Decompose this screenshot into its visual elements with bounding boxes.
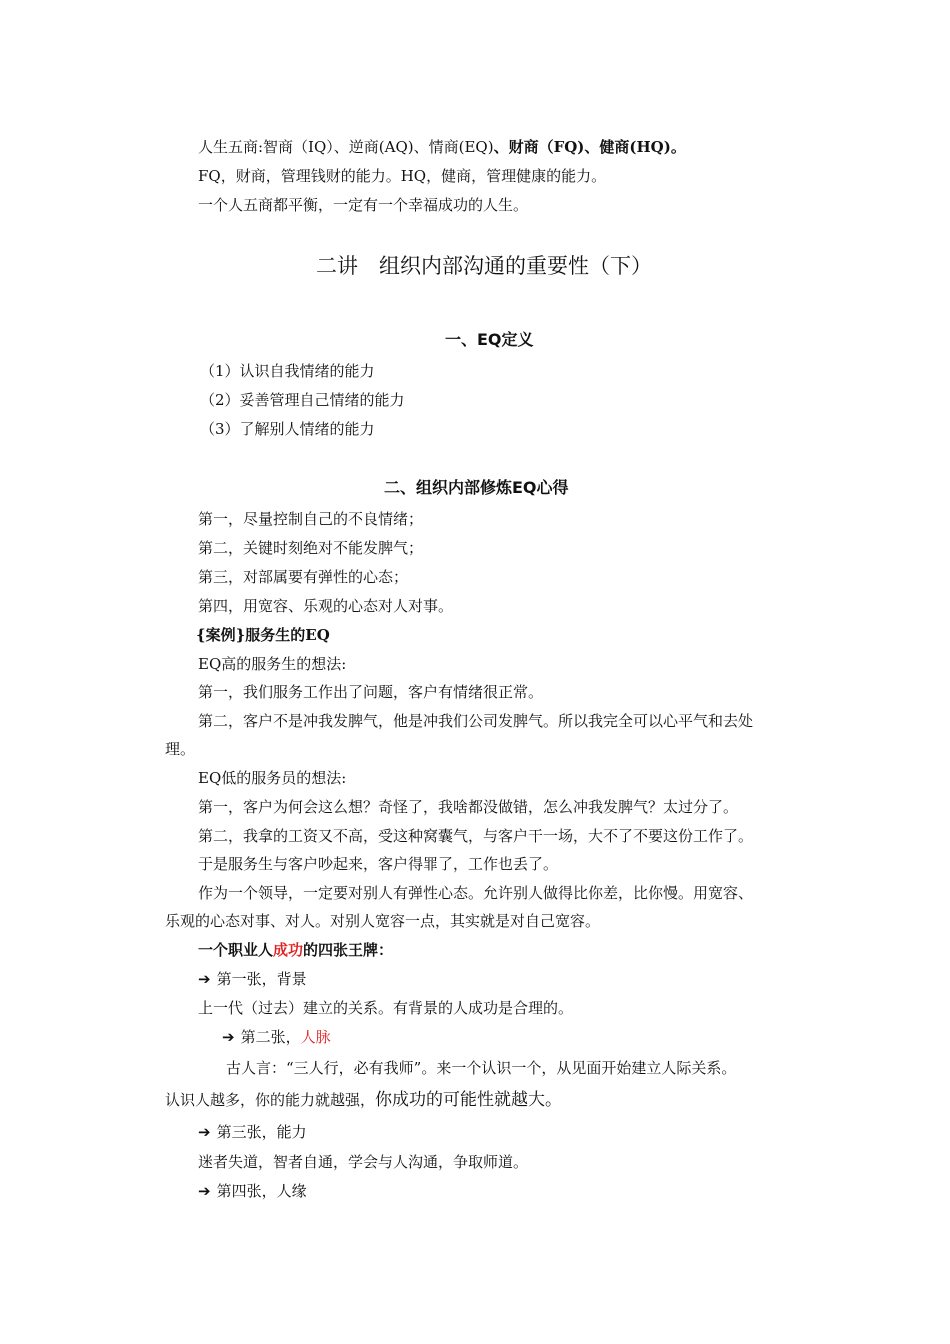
network-highlight: 人脉 [300,1028,331,1046]
intro-line-1 [198,137,686,157]
lecture-title: 二讲 组织内部沟通的重要性（下） [316,254,652,278]
card-2-description: 古人言：“三人行，必有我师”。来一个认识一个，从见面开始建立人际关系。 [226,1059,737,1077]
eq-point: 第一，尽量控制自己的不良情绪； [198,510,424,528]
high-eq-thought-2: 第二，客户不是冲我发脾气，他是冲我们公司发脾气。所以我完全可以心平气和去处 [198,712,754,730]
eq-point: 第二，关键时刻绝对不能发脾气； [198,539,424,557]
arrow-right-icon: ➔ [198,1182,211,1200]
low-eq-label: EQ低的服务员的想法: [198,769,347,787]
case-title: {案例}服务生的EQ [196,626,330,644]
low-eq-thought-1: 第一，客户为何会这么想？奇怪了，我啥都没做错，怎么冲我发脾气？太过分了。 [198,798,739,816]
intro-five-quotients: 人生五商:智商（IQ）、逆商(AQ)、情商(EQ) [198,138,494,156]
card-2: ➔ 第二张，人脉 [222,1028,331,1046]
intro-five-quotients-bold: 、财商（FQ)、健商(HQ)。 [493,138,686,156]
card-3-description: 迷者失道，智者自通，学会与人沟通，争取师道。 [198,1153,529,1171]
success-highlight: 成功 [273,941,304,959]
definition-item: （1）认识自我情绪的能力 [200,362,375,380]
card-2-description-cont: 认识人越多，你的能力就越强，你成功的可能性就越大。 [165,1090,563,1110]
card-1: ➔ 第一张，背景 [198,970,307,988]
definition-item: （3）了解别人情绪的能力 [200,420,375,438]
arrow-right-icon: ➔ [222,1028,235,1046]
section-1-heading: 一、EQ定义 [445,330,534,349]
intro-line-2: FQ，财商，管理钱财的能力。HQ，健商，管理健康的能力。 [198,167,607,185]
high-eq-thought-1: 第一，我们服务工作出了问题，客户有情绪很正常。 [198,683,544,701]
arrow-right-icon: ➔ [198,1123,211,1141]
intro-line-3: 一个人五商都平衡，一定有一个幸福成功的人生。 [198,196,529,214]
definition-item: （2）妥善管理自己情绪的能力 [200,391,405,409]
case-result: 于是服务生与客户吵起来，客户得罪了，工作也丢了。 [198,855,559,873]
card-3: ➔ 第三张，能力 [198,1123,307,1141]
leader-advice-cont: 乐观的心态对事、对人。对别人宽容一点，其实就是对自己宽容。 [165,912,601,930]
high-eq-thought-2-cont: 理。 [165,740,196,758]
leader-advice: 作为一个领导，一定要对别人有弹性心态。允许别人做得比你差，比你慢。用宽容、 [198,884,754,902]
eq-point: 第三，对部属要有弹性的心态； [198,568,409,586]
high-eq-label: EQ高的服务生的想法: [198,655,347,673]
card-1-description: 上一代（过去）建立的关系。有背景的人成功是合理的。 [198,999,574,1017]
low-eq-thought-2: 第二，我拿的工资又不高，受这种窝囊气，与客户干一场，大不了不要这份工作了。 [198,827,754,845]
section-2-heading: 二、组织内部修炼EQ心得 [384,478,569,497]
card-4: ➔ 第四张，人缘 [198,1182,307,1200]
arrow-right-icon: ➔ [198,970,211,988]
eq-point: 第四，用宽容、乐观的心态对人对事。 [198,597,454,615]
four-cards-title: 一个职业人成功的四张王牌： [198,941,394,959]
